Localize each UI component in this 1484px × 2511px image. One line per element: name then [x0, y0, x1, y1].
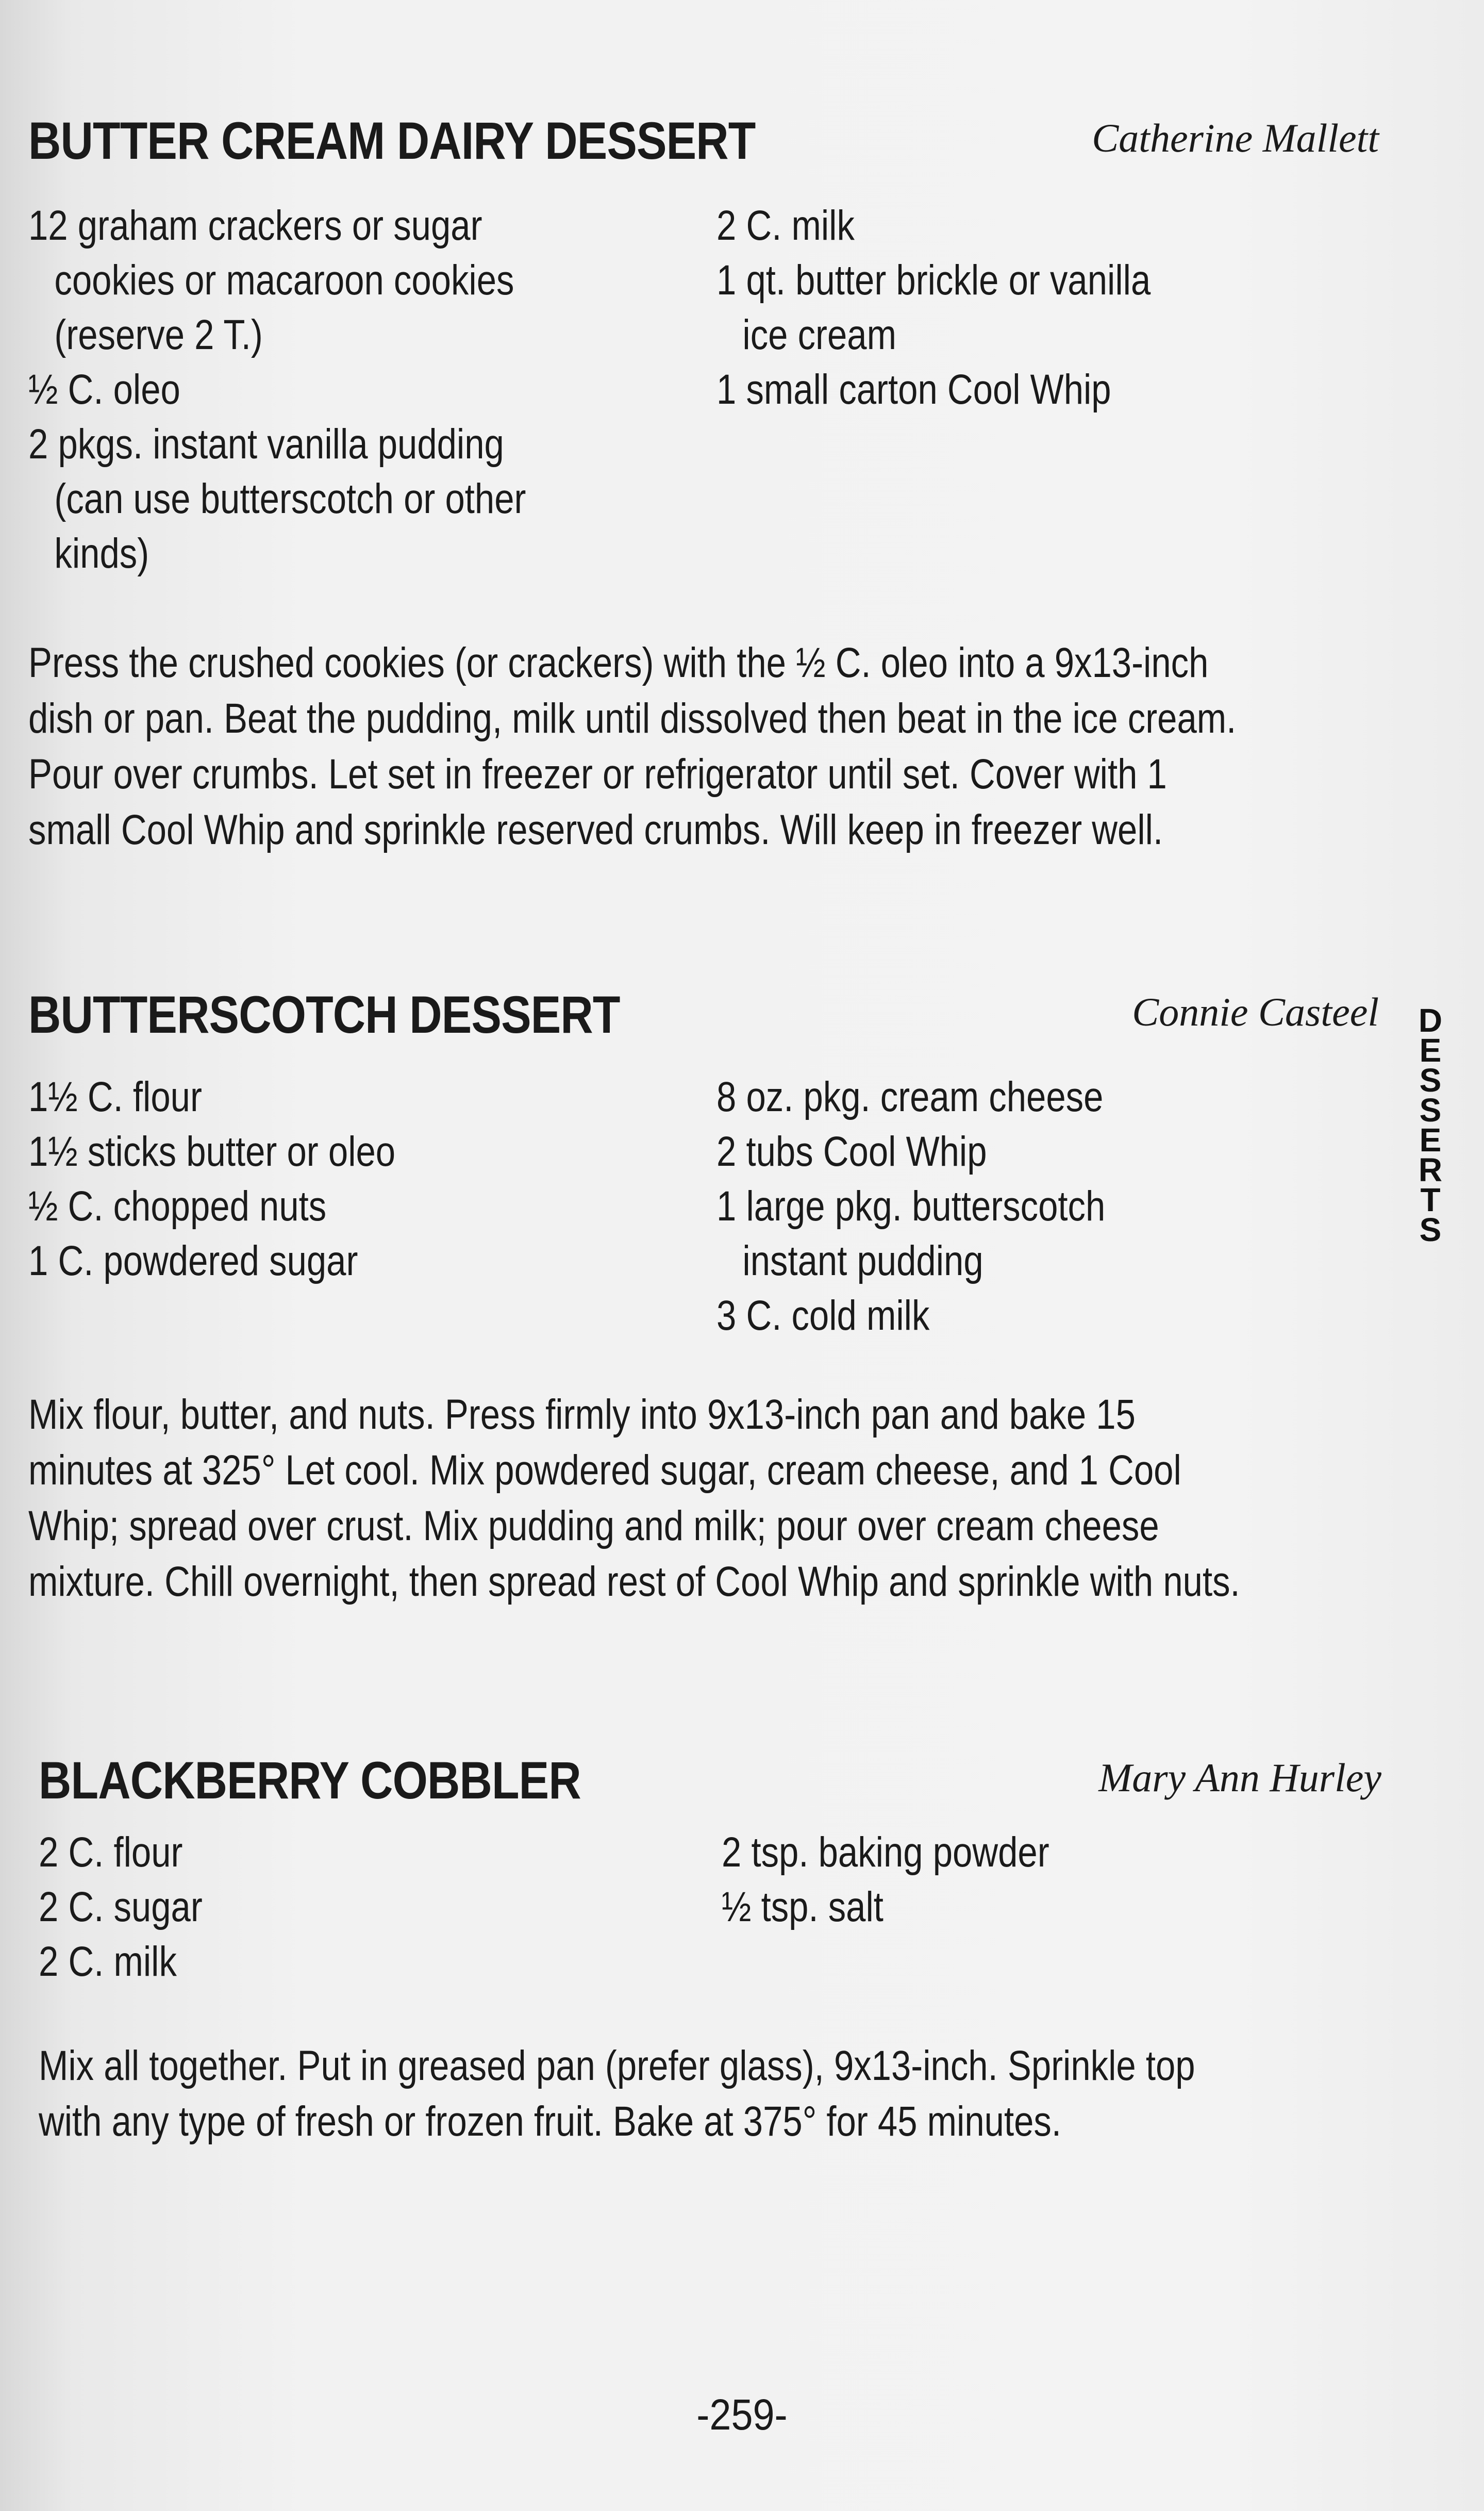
section-tab-letter: S: [1419, 1211, 1442, 1248]
section-tab-letter: E: [1419, 1032, 1442, 1069]
ingredient-line: 2 tsp. baking powder: [721, 1829, 1049, 1876]
recipe-header: [39, 1750, 1381, 1823]
method-line: with any type of fresh or frozen fruit. Bake at 375° for 45 minutes.: [39, 2098, 1061, 2145]
recipe-author: Catherine Mallett: [1092, 115, 1379, 160]
ingredient-column-right: [722, 1825, 1381, 1989]
section-tab-letter: D: [1418, 1002, 1443, 1039]
section-tab-letter: S: [1419, 1092, 1442, 1129]
recipe-butter-cream-dairy-dessert: [28, 111, 1379, 858]
recipe-method: [28, 1387, 1379, 1610]
ingredient-line: 8 oz. pkg. cream cheese: [716, 1073, 1104, 1120]
method-line: dish or pan. Beat the pudding, milk until dissolved then beat in the ice cream.: [28, 695, 1237, 742]
ingredient-list: [39, 1825, 1381, 1989]
ingredient-column-left: [28, 199, 716, 581]
method-line: mixture. Chill overnight, then spread rest of Cool Whip and sprinkle with nuts.: [28, 1558, 1240, 1605]
recipe-header: [28, 985, 1379, 1057]
recipe-title: BLACKBERRY COBBLER: [39, 1751, 581, 1810]
recipe-author: Connie Casteel: [1132, 989, 1379, 1034]
ingredient-line: 2 C. milk: [39, 1938, 177, 1985]
ingredient-line: 2 pkgs. instant vanilla pudding: [28, 421, 504, 468]
ingredient-column-left: [39, 1825, 722, 1989]
section-tab-letter: R: [1418, 1151, 1443, 1188]
recipe-blackberry-cobbler: [39, 1750, 1381, 2150]
ingredient-line: 12 graham crackers or sugar: [28, 202, 482, 249]
method-line: Mix flour, butter, and nuts. Press firmly into 9x13-inch pan and bake 15: [28, 1391, 1136, 1438]
recipe-butterscotch-dessert: [28, 985, 1379, 1610]
ingredient-line: 2 C. sugar: [39, 1884, 203, 1930]
ingredient-line: instant pudding: [742, 1237, 983, 1284]
method-line: small Cool Whip and sprinkle reserved crumbs. Will keep in freezer well.: [28, 806, 1163, 853]
ingredient-line: 1 small carton Cool Whip: [716, 366, 1111, 413]
ingredient-line: ½ tsp. salt: [721, 1884, 883, 1930]
ingredient-line: 1½ sticks butter or oleo: [28, 1128, 396, 1175]
recipe-author: Mary Ann Hurley: [1098, 1755, 1381, 1800]
recipe-method: [28, 635, 1379, 858]
ingredient-line: 1½ C. flour: [28, 1073, 202, 1120]
ingredient-line: ½ C. oleo: [28, 366, 180, 413]
method-line: Pour over crumbs. Let set in freezer or refrigerator until set. Cover with 1: [28, 751, 1167, 798]
method-line: Press the crushed cookies (or crackers) with the ½ C. oleo into a 9x13-inch: [28, 639, 1209, 686]
ingredient-line: ice cream: [742, 311, 896, 358]
ingredient-list: [28, 1070, 1379, 1343]
ingredient-line: 3 C. cold milk: [716, 1292, 930, 1339]
ingredient-line: 1 large pkg. butterscotch: [716, 1183, 1106, 1230]
section-tab-desserts: [1412, 1002, 1448, 1248]
ingredient-line: 2 C. flour: [39, 1829, 183, 1876]
ingredient-column-right: [716, 199, 1379, 581]
recipe-title: BUTTER CREAM DAIRY DESSERT: [28, 111, 756, 170]
ingredient-line: kinds): [54, 530, 149, 577]
recipe-header: [28, 111, 1379, 183]
page-number: -259-: [696, 2390, 788, 2439]
ingredient-line: (can use butterscotch or other: [54, 475, 526, 522]
ingredient-list: [28, 199, 1379, 581]
method-line: Mix all together. Put in greased pan (prefer glass), 9x13-inch. Sprinkle top: [39, 2042, 1195, 2089]
section-tab-letter: T: [1420, 1181, 1441, 1218]
method-line: minutes at 325° Let cool. Mix powdered sugar, cream cheese, and 1 Cool: [28, 1447, 1181, 1494]
ingredient-line: 1 C. powdered sugar: [28, 1237, 358, 1284]
section-tab-letter: E: [1419, 1121, 1442, 1159]
ingredient-line: (reserve 2 T.): [54, 311, 263, 358]
ingredient-line: 2 C. milk: [716, 202, 855, 249]
ingredient-line: ½ C. chopped nuts: [28, 1183, 327, 1230]
section-tab-letter: S: [1419, 1062, 1442, 1099]
method-line: Whip; spread over crust. Mix pudding and milk; pour over cream cheese: [28, 1502, 1159, 1549]
ingredient-column-left: [28, 1070, 716, 1343]
recipe-method: [39, 2038, 1381, 2150]
ingredient-line: cookies or macaroon cookies: [54, 257, 514, 304]
ingredient-line: 2 tubs Cool Whip: [716, 1128, 987, 1175]
ingredient-line: 1 qt. butter brickle or vanilla: [716, 257, 1151, 304]
ingredient-column-right: [716, 1070, 1379, 1343]
recipe-title: BUTTERSCOTCH DESSERT: [28, 985, 620, 1044]
